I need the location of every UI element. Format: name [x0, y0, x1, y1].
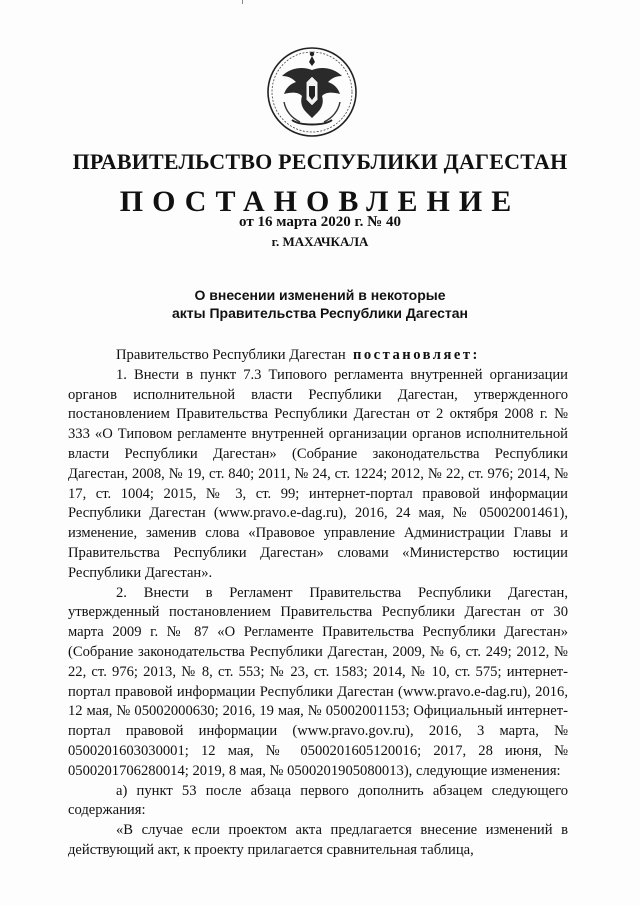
subject-line: акты Правительства Республики Дагестан — [172, 305, 468, 321]
paragraph-4: «В случае если проектом акта предлагается внесение изменений в действующий акт, к проекту прилагается сравнительная таблица, — [68, 822, 568, 858]
document-type-title: ПОСТАНОВЛЕНИЕ — [119, 185, 521, 218]
document-body — [68, 346, 568, 861]
paragraph-3: а) пункт 53 после абзаца первого дополнить абзацем следующего содержания: — [68, 782, 568, 819]
document-date-number: от 16 марта 2020 г. № 40 — [239, 214, 401, 230]
paragraph-1: 1. Внести в пункт 7.3 Типового регламента внутренней организации органов исполнительной власти Республики Дагестан, утвержденного постановлением Правительства Республики Дагестан от 2 октября 2008 г. № 333 «О Типовом регламенте внутренней организации органов исполнительной власти Республики Дагестан» (Собрание законодательства Республики Дагестан, 2008, № 19, ст. 840; 2011, № 24, ст. 1224; 2012, № 22, ст. 976; 2014, № 17, ст. 1004; 2015, № 3, ст. 99; интернет-портал правовой информации Республики Дагестан (www.pravo.e-dag.ru), 2016, 24 мая, № 05002001461), изменение, заменив слова «Правовое управление Администрации Главы и Правительства Республики Дагестан» словами «Министерство юстиции Республики Дагестан». — [68, 366, 568, 581]
paragraph-2: 2. Внести в Регламент Правительства Республики Дагестан, утвержденный постановлением Правительства Республики Дагестан от 30 марта 2009 г. № 87 «О Регламенте Правительства Республики Дагестан» (Собрание законодательства Республики Дагестан, 2009, № 6, ст. 249; 2012, № 22, ст. 976; 2013, № 8, ст. 553; № 23, ст. 1583; 2014, № 10, ст. 575; интернет-портал правовой информации Республики Дагестан (www.pravo.e-dag.ru), 2016, 12 мая, № 05002000630; 2016, 19 мая, № 05002001153; Официальный интернет-портал правовой информации (www.pravo.gov.ru), 2016, 3 марта, № 0500201603030001; 12 мая, № 0500201605120016; 2017, 28 июня, № 0500201706280014; 2019, 8 мая, № 0500201905080013), следующие изменения: — [68, 584, 568, 779]
subject-line: О внесении изменений в некоторые — [194, 287, 446, 303]
scan-mark — [242, 0, 243, 4]
intro-action: постановляет: — [352, 347, 480, 363]
document-city: г. МАХАЧКАЛА — [271, 234, 369, 249]
intro-prefix: Правительство Республики Дагестан — [116, 347, 346, 363]
government-title: ПРАВИТЕЛЬСТВО РЕСПУБЛИКИ ДАГЕСТАН — [72, 149, 568, 174]
document-subject — [0, 286, 640, 322]
coat-of-arms-emblem-icon — [262, 42, 362, 142]
intro-paragraph — [68, 346, 568, 366]
